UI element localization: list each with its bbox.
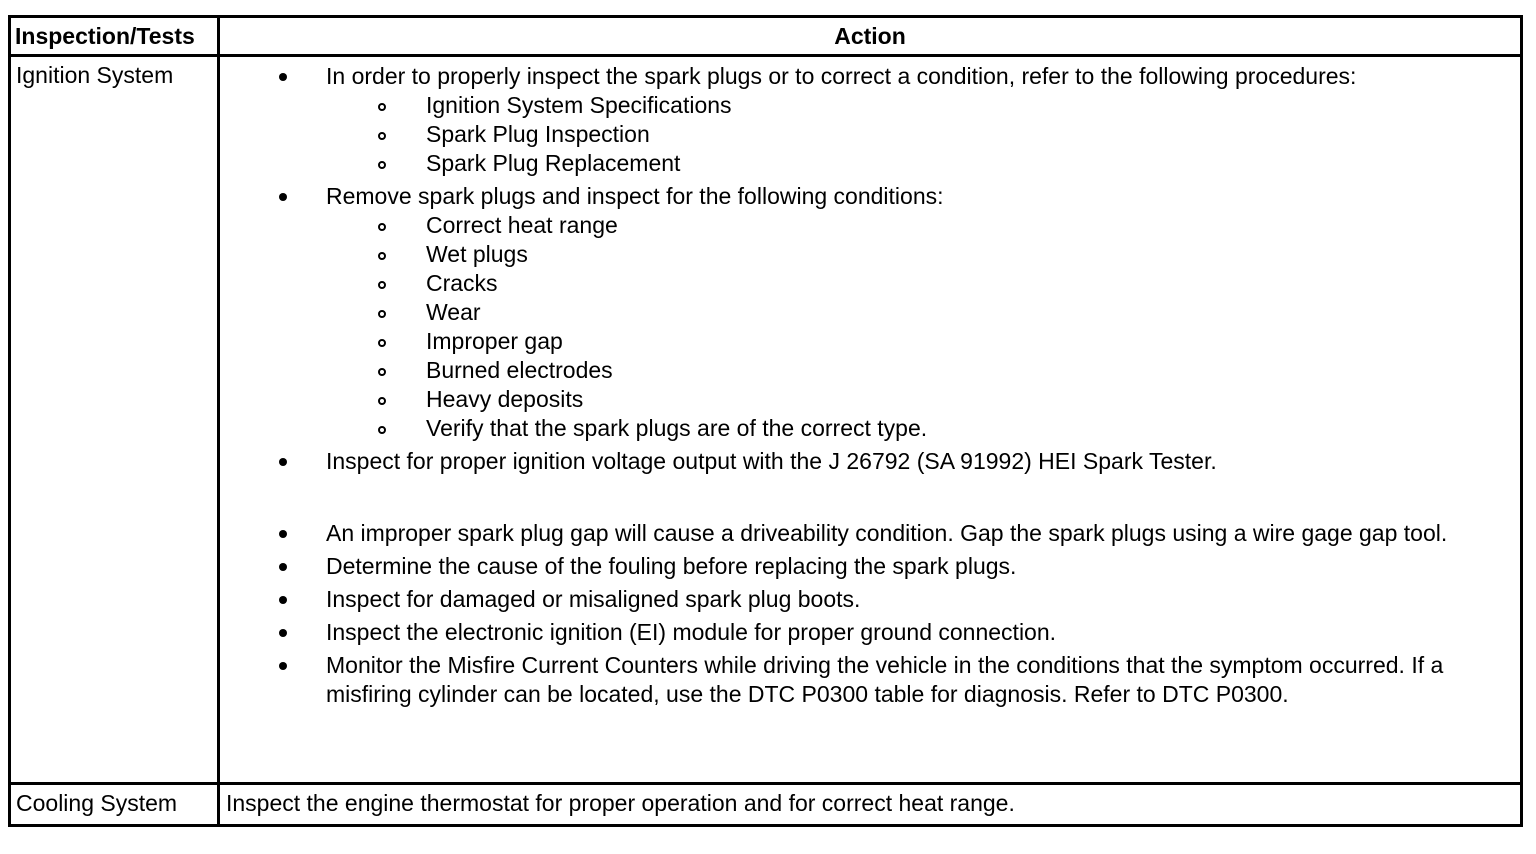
bullet-circle-icon [378, 310, 386, 318]
sub-item-text: Cracks [426, 270, 498, 296]
list-item [220, 552, 1520, 581]
list-item [220, 618, 1520, 647]
bullet-dot-icon [279, 530, 287, 538]
diagnostic-table [8, 15, 1523, 827]
bullet-circle-icon [378, 426, 386, 434]
list-item-text: Inspect the electronic ignition (EI) module for proper ground connection. [326, 619, 1057, 645]
bullet-dot-icon [279, 662, 287, 670]
row-action-cooling: Inspect the engine thermostat for proper operation and for correct heat range. [219, 784, 1522, 826]
sub-item-text: Wear [426, 299, 481, 325]
list-item [220, 182, 1520, 443]
bullet-circle-icon [378, 368, 386, 376]
table-row-ignition [10, 56, 1522, 784]
list-item-text: In order to properly inspect the spark plugs or to correct a condition, refer to the following procedures: [326, 63, 1357, 89]
list-item-text: Monitor the Misfire Current Counters while driving the vehicle in the conditions that the symptom occurred. If a misfiring cylinder can be located, use the DTC P0300 table for diagnosis. Refer to DTC P0300. [326, 652, 1444, 707]
sub-list-item [326, 269, 1500, 298]
action-list [220, 62, 1520, 709]
row-category-cooling: Cooling System [10, 784, 219, 826]
bullet-dot-icon [279, 563, 287, 571]
bullet-dot-icon [279, 458, 287, 466]
sub-item-text: Correct heat range [426, 212, 618, 238]
header-row [10, 17, 1522, 56]
bullet-circle-icon [378, 339, 386, 347]
sub-list-item [326, 385, 1500, 414]
sub-list [326, 211, 1500, 443]
list-item [220, 519, 1520, 548]
sub-item-text: Improper gap [426, 328, 563, 354]
header-action: Action [219, 17, 1522, 56]
bullet-circle-icon [378, 252, 386, 260]
sub-item-text: Heavy deposits [426, 386, 584, 412]
bullet-circle-icon [378, 103, 386, 111]
sub-list-item [326, 120, 1500, 149]
sub-list-item [326, 298, 1500, 327]
sub-item-text: Spark Plug Inspection [426, 121, 650, 147]
bullet-dot-icon [279, 629, 287, 637]
sub-item-text: Spark Plug Replacement [426, 150, 681, 176]
sub-item-text: Wet plugs [426, 241, 528, 267]
sub-list-item [326, 240, 1500, 269]
list-item-text: Inspect for damaged or misaligned spark plug boots. [326, 586, 861, 612]
bullet-dot-icon [279, 193, 287, 201]
header-inspection-tests: Inspection/Tests [10, 17, 219, 56]
list-item [220, 651, 1520, 709]
table-row-cooling [10, 784, 1522, 826]
sub-item-text: Ignition System Specifications [426, 92, 732, 118]
sub-list-item [326, 91, 1500, 120]
bullet-circle-icon [378, 161, 386, 169]
sub-list-item [326, 211, 1500, 240]
sub-list-item [326, 149, 1500, 178]
row-category-ignition: Ignition System [10, 56, 219, 784]
bullet-circle-icon [378, 281, 386, 289]
list-item-text: An improper spark plug gap will cause a driveability condition. Gap the spark plugs using a wire gage gap tool. [326, 520, 1448, 546]
row-action-ignition [219, 56, 1522, 784]
sub-item-text: Burned electrodes [426, 357, 613, 383]
bullet-dot-icon [279, 73, 287, 81]
sub-list-item [326, 414, 1500, 443]
list-item [220, 447, 1520, 476]
list-item [220, 585, 1520, 614]
bullet-circle-icon [378, 397, 386, 405]
list-item-text: Remove spark plugs and inspect for the following conditions: [326, 183, 944, 209]
bullet-circle-icon [378, 132, 386, 140]
bullet-circle-icon [378, 223, 386, 231]
list-item-text: Determine the cause of the fouling before replacing the spark plugs. [326, 553, 1017, 579]
sub-list-item [326, 356, 1500, 385]
sub-list-item [326, 327, 1500, 356]
list-item-text: Inspect for proper ignition voltage output with the J 26792 (SA 91992) HEI Spark Tester. [326, 448, 1217, 474]
bullet-dot-icon [279, 596, 287, 604]
sub-item-text: Verify that the spark plugs are of the correct type. [426, 415, 928, 441]
list-item [220, 62, 1520, 178]
sub-list [326, 91, 1500, 178]
